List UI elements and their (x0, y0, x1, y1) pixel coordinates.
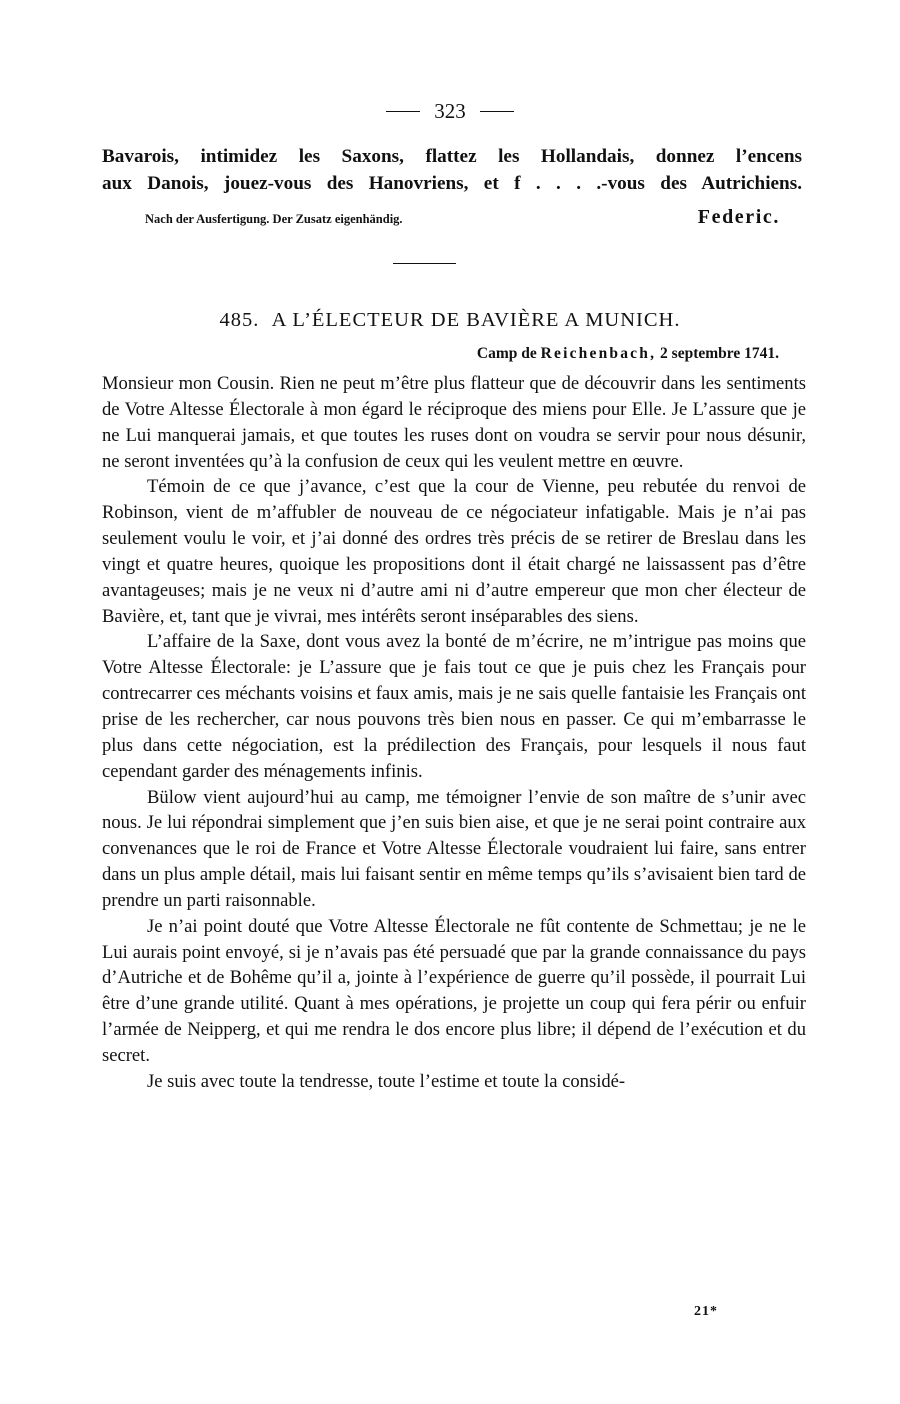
letter-heading (0, 305, 900, 335)
paragraph-6: Je suis avec toute la tendresse, toute l’estime et toute la considé- (147, 1070, 626, 1092)
letter-title: A L’ÉLECTEUR DE BAVIÈRE A MUNICH. (271, 309, 681, 331)
paragraph-5: Je n’ai point douté que Votre Altesse Électorale ne fût contente de Schmettau; je ne le Lui aurais point envoyé, si je n’avais pas été persuadé que par la grande connaissance du pays d’Autriche et de Bohême qu’il a, jointe à l’expérience de guerre qu’il possède, il pourrait Lui être d’une grande utilité. Quant à mes opérations, je projette un coup qui fera périr ou enfuir l’armée de Neipperg, et qui me rendra le dos encore plus libre; il dépend de l’exécution et du secret. (102, 915, 806, 1066)
page-number: 323 (434, 99, 466, 123)
paragraph-3: L’affaire de la Saxe, dont vous avez la bonté de m’écrire, ne m’intrigue pas moins que Votre Altesse Électorale: je L’assure que je fais tout ce que je puis chez les Français pour contrecarrer ces méchants voisins et faux amis, mais je ne sais quelle fantaisie les Français ont prise de les rechercher, car nous pouvons très bien nous en passer. Ce qui m’embarrasse le plus dans cette négociation, est la prédilection des Français, pour lesquels il nous faut cependant garder des ménagements infinis. (102, 631, 806, 782)
dateline (477, 343, 779, 365)
carry-over-line-1: Bavarois, intimidez les Saxons, flattez les Hollandais, donnez l’encens (102, 146, 802, 167)
letter-number: 485. (219, 309, 260, 331)
paragraph-4: Bülow vient aujourd’hui au camp, me témoigner l’envie de son maître de s’unir avec nous. Je lui répondrai simplement que j’en suis bien aise, et que je ne serai point contraire aux convenances que le roi de France et Votre Altesse Électorale voudraient lui faire, sans entrer dans un plus ample détail, mais lui faisant sentir en même temps qu’ils s’avisaient bien tard de prendre un parti raisonnable. (102, 786, 806, 911)
dateline-prefix: Camp de (476, 345, 537, 362)
dateline-date: 2 septembre 1741. (660, 345, 779, 362)
page-header (0, 96, 900, 126)
section-divider (393, 263, 456, 264)
paragraph-1: Monsieur mon Cousin. Rien ne peut m’être plus flatteur que de découvrir dans les sentiments de Votre Altesse Électorale à mon égard le réciproque des miens pour Elle. Je L’assure que je ne Lui manquerai jamais, et que toutes les ruses dont on voudra se servir pour nous désunir, ne seront inventées qu’à la confusion de ceux qui les veulent mettre en œuvre. (102, 373, 806, 472)
header-dash-right (480, 111, 514, 112)
carry-over-line-2: aux Danois, jouez-vous des Hanovriens, et f . . . .-vous des Autrichiens. (102, 172, 802, 194)
dateline-place: Reichenbach, (540, 345, 657, 362)
signature: Federic. (697, 206, 780, 228)
header-dash-left (386, 111, 420, 112)
paragraph-2: Témoin de ce que j’avance, c’est que la cour de Vienne, peu rebutée du renvoi de Robinson, vient de m’affubler de nouveau de ce négociateur infatigable. Mais je n’ai pas seulement voulu le voir, et j’ai donné des ordres très précis de se retirer de Breslau dans les vingt et quatre heures, quoique les propositions dont il était chargé ne laissassent pas d’être avantageuses; mais je ne veux ni d’autre ami ni d’autre empereur que mon cher électeur de Bavière, et, tant que je vivrai, mes intérêts seront inséparables des siens. (102, 476, 806, 627)
letter-body (102, 371, 806, 1095)
source-note-row (145, 206, 780, 236)
source-note: Nach der Ausfertigung. Der Zusatz eigenhändig. (145, 212, 403, 226)
carry-over-text (102, 144, 802, 197)
sheet-signature: 21* (694, 1304, 718, 1319)
